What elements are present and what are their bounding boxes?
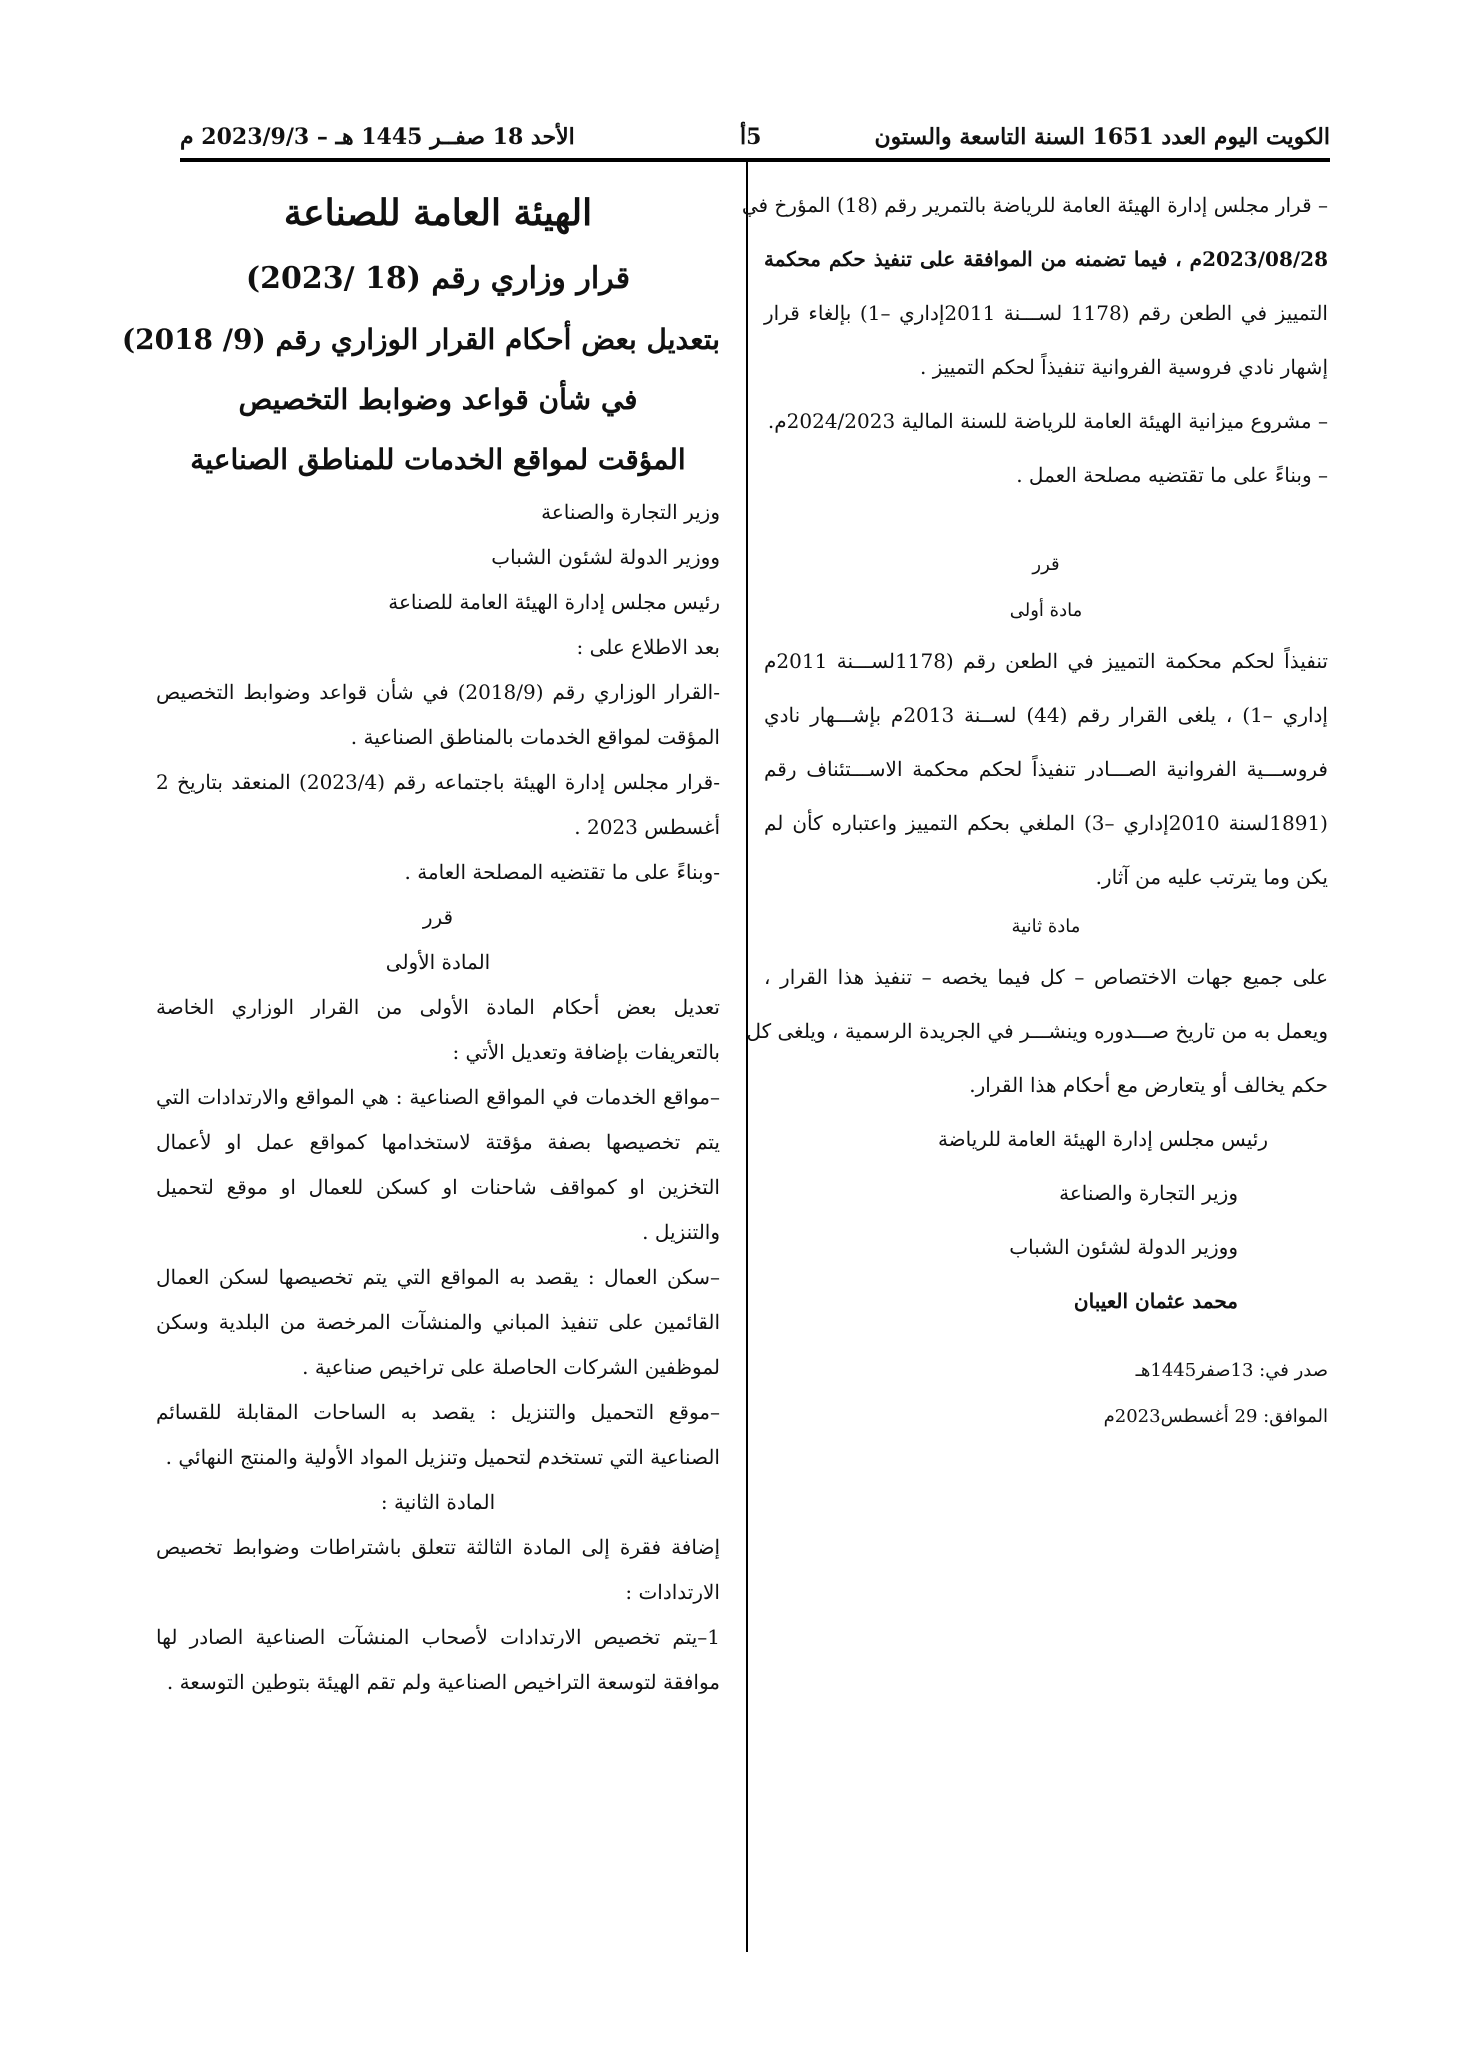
left-column: [121, 178, 721, 1705]
issuer-line: رئيس مجلس إدارة الهيئة العامة للصناعة: [388, 590, 720, 614]
intro-line: التمييز في الطعن رقم (1178 لســـنة 2011إداري –1) بإلغاء قرار: [764, 301, 1328, 325]
article2-title: مادة ثانية: [1011, 916, 1081, 937]
intro-line: – قرار مجلس إدارة الهيئة العامة للرياضة بالتمرير رقم (18) المؤرخ في: [741, 193, 1328, 217]
decided-heading: قرر: [422, 905, 454, 929]
article1-line: تعديل بعض أحكام المادة الأولى من القرار الوزاري الخاصة: [156, 995, 720, 1019]
recital-line: -قرار مجلس إدارة الهيئة باجتماعه رقم (2023/4) المنعقد بتاريخ 2: [156, 770, 721, 794]
signature-title: رئيس مجلس إدارة الهيئة العامة للرياضة: [937, 1127, 1268, 1151]
signature-title: وزير التجارة والصناعة: [1059, 1181, 1238, 1205]
article1-line: –مواقع الخدمات في المواقع الصناعية : هي المواقع والارتدادات التي: [156, 1085, 720, 1109]
article1-title: المادة الأولى: [385, 950, 491, 974]
decision-title-line: المؤقت لمواقع الخدمات للمناطق الصناعية: [190, 443, 686, 476]
article2-line: موافقة لتوسعة التراخيص الصناعية ولم تقم الهيئة بتوطين التوسعة .: [166, 1670, 720, 1694]
article1-line: (1891لسنة 2010إداري –3) الملغي بحكم التمييز واعتباره كأن لم: [764, 811, 1328, 835]
header-page-number: 5أ: [740, 124, 762, 150]
recital-line: -وبناءً على ما تقتضيه المصلحة العامة .: [404, 860, 720, 884]
decision-title-line: بتعديل بعض أحكام القرار الوزاري رقم (9/ 2018): [121, 323, 720, 356]
issued-date: صدر في: 13صفر1445هـ: [1135, 1360, 1328, 1381]
article1-line: تنفيذاً لحكم محكمة التمييز في الطعن رقم (1178لســـنة 2011م: [764, 649, 1328, 673]
signatory-name: محمد عثمان العيبان: [1073, 1289, 1238, 1313]
article1-line: إداري –1) ، يلغى القرار رقم (44) لســنة 2013م بإشـــهار نادي: [764, 703, 1328, 727]
article1-line: التخزين او كمواقف شاحنات او كسكن للعمال او موقع لتحميل: [156, 1175, 720, 1199]
header-date: الأحد 18 صفــر 1445 هـ – 2023/9/3 م: [180, 124, 575, 150]
article1-line: القائمين على تنفيذ المباني والمنشآت المرخصة من البلدية وسكن: [156, 1310, 720, 1334]
article2-line: حكم يخالف أو يتعارض مع أحكام هذا القرار.: [969, 1073, 1328, 1097]
article1-line: يكن وما يترتب عليه من آثار.: [1095, 865, 1328, 889]
work-line: – وبناءً على ما تقتضيه مصلحة العمل .: [1016, 463, 1328, 487]
signature-title: ووزير الدولة لشئون الشباب: [1009, 1235, 1238, 1259]
article2-line: على جميع جهات الاختصاص – كل فيما يخصه – تنفيذ هذا القرار ،: [764, 965, 1328, 989]
page-header: [180, 118, 1330, 158]
article2-line: إضافة فقرة إلى المادة الثالثة تتعلق باشتراطات وضوابط تخصيص: [156, 1535, 720, 1559]
header-issue-info: الكويت اليوم العدد 1651 السنة التاسعة والستون: [874, 124, 1330, 150]
article1-line: بالتعريفات بإضافة وتعديل الأتي :: [452, 1040, 720, 1064]
intro-line: 2023/08/28م ، فيما تضمنه من الموافقة على تنفيذ حكم محكمة: [764, 247, 1328, 271]
recital-line: -القرار الوزاري رقم (2018/9) في شأن قواعد وضوابط التخصيص: [156, 680, 720, 704]
article2-line: 1–يتم تخصيص الارتدادات لأصحاب المنشآت الصناعية الصادر لها: [156, 1625, 720, 1649]
decision-title-line: في شأن قواعد وضوابط التخصيص: [238, 383, 638, 416]
decided-heading: قرر: [1032, 554, 1060, 575]
article2-line: الارتدادات :: [625, 1580, 720, 1604]
article1-line: فروســـية الفروانية الصـــادر تنفيذاً لحكم محكمة الاســـتئناف رقم: [764, 757, 1328, 781]
article1-line: –سكن العمال : يقصد به المواقع التي يتم تخصيصها لسكن العمال: [156, 1265, 720, 1289]
recital-line: المؤقت لمواقع الخدمات بالمناطق الصناعية .: [350, 725, 720, 749]
article1-line: والتنزيل .: [642, 1220, 720, 1244]
header-rule: [180, 158, 1330, 162]
decision-number: قرار وزاري رقم (18 /2023): [245, 261, 631, 296]
article1-line: –موقع التحميل والتنزيل : يقصد به الساحات المقابلة للقسائم: [156, 1400, 720, 1424]
budget-line: – مشروع ميزانية الهيئة العامة للرياضة للسنة المالية 2024/2023م.: [767, 409, 1328, 433]
article2-title: المادة الثانية :: [380, 1490, 496, 1514]
article1-title: مادة أولى: [1009, 600, 1083, 621]
issuer-line: وزير التجارة والصناعة: [541, 500, 720, 524]
right-column: [741, 178, 1328, 1440]
issuer-line: بعد الاطلاع على :: [576, 635, 720, 659]
article1-line: لموظفين الشركات الحاصلة على تراخيص صناعية .: [302, 1355, 720, 1379]
intro-line: إشهار نادي فروسية الفروانية تنفيذاً لحكم التمييز .: [920, 355, 1328, 379]
issuer-line: ووزير الدولة لشئون الشباب: [491, 545, 720, 569]
article1-line: يتم تخصيصها بصفة مؤقتة لاستخدامها كمواقع عمل او لأعمال: [156, 1130, 720, 1154]
recital-line: أغسطس 2023 .: [574, 815, 720, 839]
article2-line: ويعمل به من تاريخ صـــدوره وينشـــر في الجريدة الرسمية ، ويلغى كل: [746, 1019, 1328, 1043]
article1-line: الصناعية التي تستخدم لتحميل وتنزيل المواد الأولية والمنتج النهائي .: [165, 1445, 720, 1469]
authority-title: الهيئة العامة للصناعة: [283, 192, 593, 234]
corresponding-date: الموافق: 29 أغسطس2023م: [1103, 1406, 1328, 1427]
